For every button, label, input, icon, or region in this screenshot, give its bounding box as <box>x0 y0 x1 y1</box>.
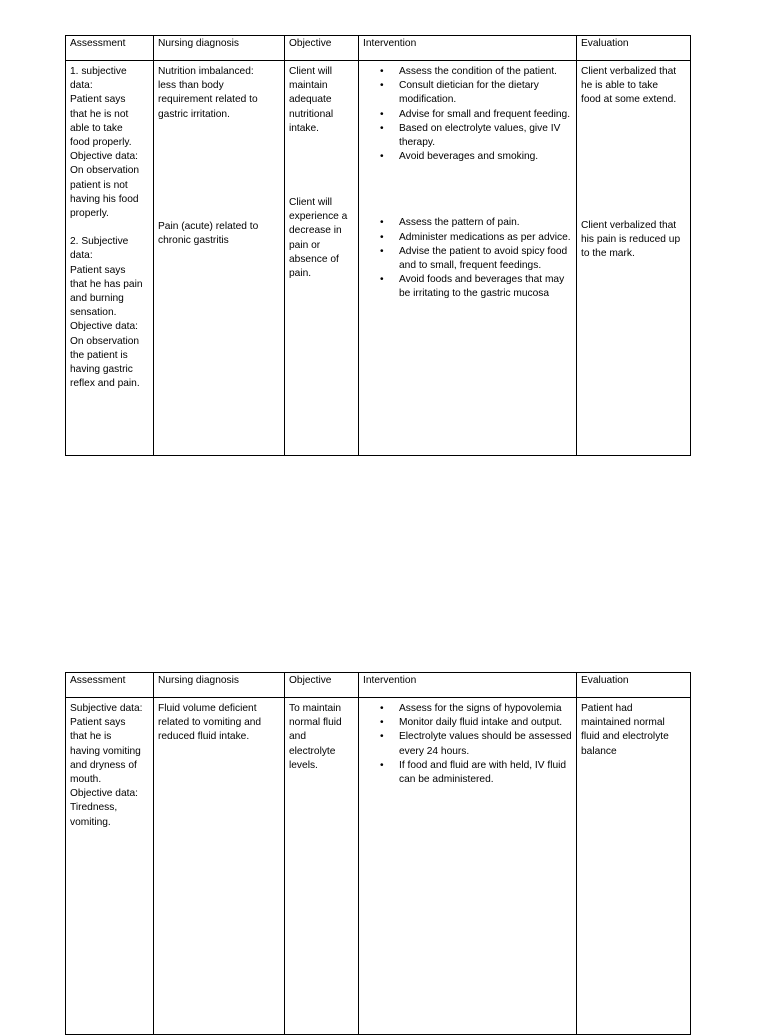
diagnosis-1: Nutrition imbalanced: less than body requirement related to gastric irritation. <box>158 66 258 120</box>
evaluation-cell <box>577 61 691 456</box>
intervention-list <box>363 702 572 787</box>
evaluation-2: Client verbalized that his pain is reduced up to the mark. <box>581 219 681 260</box>
list-item: • Assess for the signs of hypovolemia <box>399 702 572 716</box>
assessment: Subjective data: Patient says that he is having vomiting and dryness of mouth. Objective data: Tiredness, vomiting. <box>70 703 143 828</box>
nursing-care-plan-table-1 <box>65 35 691 456</box>
header-row <box>66 673 691 698</box>
header-objective: Objective <box>285 36 359 61</box>
header-nursing-diagnosis: Nursing diagnosis <box>154 36 285 61</box>
intervention-list-1 <box>363 65 572 164</box>
diagnosis-2: Pain (acute) related to chronic gastritis <box>158 220 259 247</box>
list-item: • Monitor daily fluid intake and output. <box>399 716 572 730</box>
nursing-care-plan-table-2 <box>65 672 691 1035</box>
evaluation-cell <box>577 698 691 1035</box>
list-item: • Consult dietician for the dietary modification. <box>399 79 572 107</box>
diagnosis-cell <box>154 61 285 456</box>
header-evaluation: Evaluation <box>577 36 691 61</box>
diagnosis: Fluid volume deficient related to vomiting and reduced fluid intake. <box>158 703 262 743</box>
header-intervention: Intervention <box>359 673 577 698</box>
header-objective: Objective <box>285 673 359 698</box>
assessment-2: 2. Subjective data: Patient says that he has pain and burning sensation. Objective data: On observation the patient is having gastric reflex and pain. <box>70 236 143 390</box>
header-nursing-diagnosis: Nursing diagnosis <box>154 673 285 698</box>
list-item: • Based on electrolyte values, give IV therapy. <box>399 122 572 150</box>
intervention-list-2 <box>363 216 572 301</box>
objective-cell <box>285 698 359 1035</box>
header-row <box>66 36 691 61</box>
header-intervention: Intervention <box>359 36 577 61</box>
list-item: • Avoid beverages and smoking. <box>399 150 572 164</box>
list-item: • If food and fluid are with held, IV fluid can be administered. <box>399 759 572 787</box>
intervention-cell <box>359 61 577 456</box>
header-assessment: Assessment <box>66 36 154 61</box>
objective: To maintain normal fluid and electrolyte levels. <box>289 703 342 771</box>
table-row <box>66 698 691 1035</box>
header-evaluation: Evaluation <box>577 673 691 698</box>
list-item: • Assess the condition of the patient. <box>399 65 572 79</box>
list-item: • Avoid foods and beverages that may be irritating to the gastric mucosa <box>399 273 572 301</box>
list-item: • Advise the patient to avoid spicy food and to small, frequent feedings. <box>399 245 572 273</box>
evaluation: Patient had maintained normal fluid and electrolyte balance <box>581 703 669 757</box>
evaluation-1: Client verbalized that he is able to take food at some extend. <box>581 66 677 106</box>
intervention-cell <box>359 698 577 1035</box>
list-item: • Administer medications as per advice. <box>399 231 572 245</box>
objective-2: Client will experience a decrease in pain or absence of pain. <box>289 197 348 280</box>
assessment-cell <box>66 61 154 456</box>
list-item: • Advise for small and frequent feeding. <box>399 108 572 122</box>
assessment-cell <box>66 698 154 1035</box>
assessment-1: 1. subjective data: Patient says that he is not able to take food properly. Objective data: On observation patient is not having his food properly. <box>70 66 140 220</box>
list-item: • Assess the pattern of pain. <box>399 216 572 230</box>
list-item: • Electrolyte values should be assessed every 24 hours. <box>399 730 572 758</box>
diagnosis-cell <box>154 698 285 1035</box>
header-assessment: Assessment <box>66 673 154 698</box>
table-row <box>66 61 691 456</box>
objective-1: Client will maintain adequate nutritional intake. <box>289 66 334 134</box>
objective-cell <box>285 61 359 456</box>
